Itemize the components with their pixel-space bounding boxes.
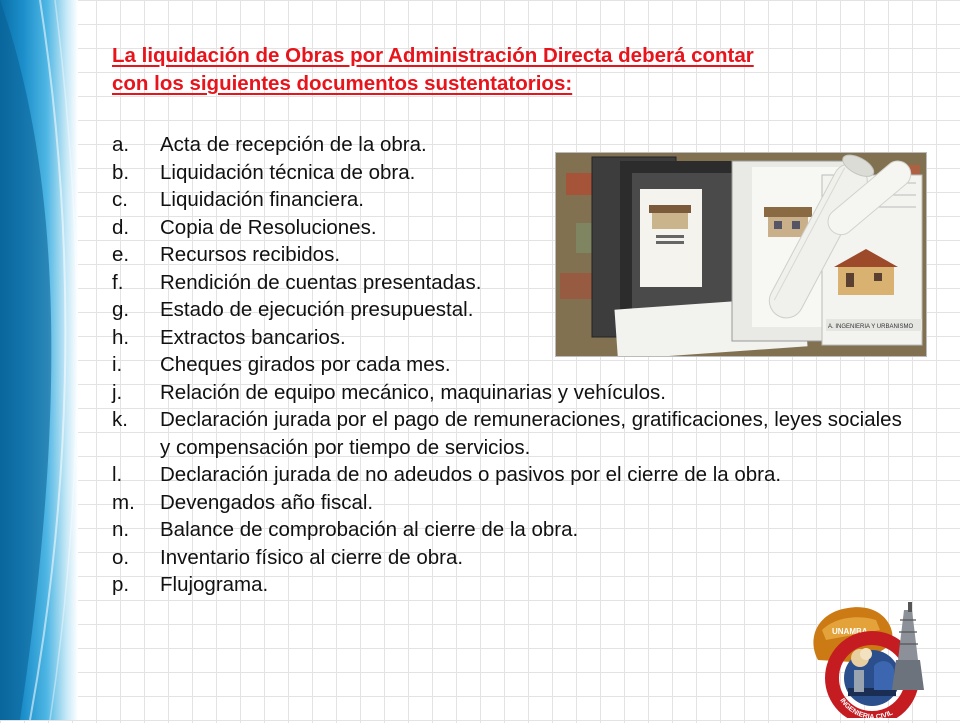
list-text: Balance de comprobación al cierre de la obra.: [160, 518, 579, 541]
list-item: [112, 516, 912, 544]
list-text: Liquidación financiera.: [160, 188, 364, 211]
list-item: [112, 461, 912, 489]
slide-heading: [112, 42, 892, 98]
list-text: Relación de equipo mecánico, maquinarias y vehículos.: [160, 380, 666, 404]
list-marker: m.: [112, 490, 135, 514]
list-text: Liquidación técnica de obra.: [160, 160, 416, 184]
list-text: Estado de ejecución presupuestal.: [160, 298, 474, 321]
list-marker: d.: [112, 215, 130, 239]
band-curves: [0, 0, 78, 720]
list-text: Recursos recibidos.: [160, 243, 341, 266]
blueprints-illustration: [556, 153, 926, 356]
unamba-logo: [800, 600, 940, 718]
list-item: [112, 379, 912, 407]
list-marker: a.: [112, 133, 130, 156]
list-item: [112, 544, 912, 572]
list-marker: j.: [112, 380, 123, 404]
heading-line-2: con los siguientes documentos sustentatorios:: [112, 72, 573, 95]
list-marker: i.: [112, 353, 123, 376]
list-marker: k.: [112, 408, 128, 431]
list-text: Acta de recepción de la obra.: [160, 133, 427, 156]
list-text: Declaración jurada por el pago de remuneraciones, gratificaciones, leyes sociales y compensación por tiempo de servicios.: [160, 408, 902, 459]
list-marker: l.: [112, 463, 123, 486]
list-marker: b.: [112, 160, 130, 184]
list-text: Rendición de cuentas presentadas.: [160, 270, 482, 294]
photo-caption: A. INGENIERIA Y URBANISMO: [828, 324, 914, 330]
list-marker: f.: [112, 270, 124, 294]
list-text: Declaración jurada de no adeudos o pasivos por el cierre de la obra.: [160, 463, 782, 486]
list-text: Cheques girados por cada mes.: [160, 353, 451, 376]
list-marker: h.: [112, 325, 130, 349]
list-marker: c.: [112, 188, 128, 211]
list-item: [112, 571, 912, 599]
list-marker: p.: [112, 573, 130, 596]
list-text: Devengados año fiscal.: [160, 490, 374, 514]
decorative-left-band: [0, 0, 78, 720]
list-item: [112, 406, 912, 461]
list-marker: o.: [112, 545, 130, 569]
list-text: Inventario físico al cierre de obra.: [160, 545, 464, 569]
list-text: Copia de Resoluciones.: [160, 215, 377, 239]
blueprints-photo: [555, 152, 927, 357]
university-seal-graphic: [800, 600, 940, 718]
list-marker: g.: [112, 298, 130, 321]
list-text: Extractos bancarios.: [160, 325, 346, 349]
list-marker: n.: [112, 518, 130, 541]
list-marker: e.: [112, 243, 130, 266]
list-text: Flujograma.: [160, 573, 269, 596]
logo-ring-textpath: INGENIERIA CIVIL: [838, 697, 895, 718]
logo-top-text: UNAMBA: [832, 627, 868, 636]
heading-line-1: La liquidación de Obras por Administración Directa deberá contar: [112, 44, 754, 67]
list-item: [112, 489, 912, 517]
